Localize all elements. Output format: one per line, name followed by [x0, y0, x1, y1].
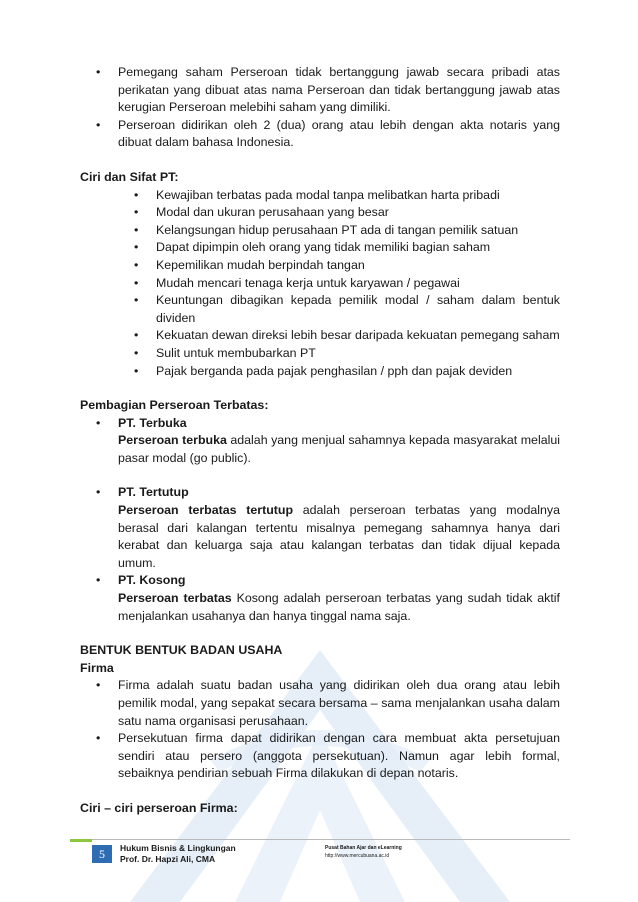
bullet-glyph: •: [134, 293, 139, 308]
ciri-pt-list: [80, 187, 560, 381]
section-heading-ciri-pt: Ciri dan Sifat PT:: [80, 169, 179, 184]
course-author: Prof. Dr. Hapzi Ali, CMA: [120, 854, 216, 864]
list-item: [96, 484, 560, 572]
page-footer: [70, 839, 570, 869]
page-number: 5: [92, 845, 112, 863]
item-term: Perseroan terbuka: [118, 433, 227, 448]
bullet-glyph: •: [96, 678, 101, 693]
bullet-glyph: •: [134, 363, 139, 378]
document-body: [80, 64, 560, 818]
list-item: • Kelangsungan hidup perusahaan PT ada di tangan pemilik satuan: [156, 222, 560, 240]
bullet-glyph: •: [96, 731, 101, 746]
list-item: • Pemegang saham Perseroan tidak bertanggung jawab secara pribadi atas perikatan yang dibuat atas nama Perseroan dan tidak bertanggung jawab atas kerugian Perseroan melebihi saham yang dimiliki.: [96, 65, 560, 115]
item-title: PT. Terbuka: [118, 415, 187, 430]
list-item: • Modal dan ukuran perusahaan yang besar: [156, 204, 560, 222]
item-text: adalah perseroan terbatas yang modalnya berasal dari kalangan tertentu misalnya pemegang sahamnya hanya dari kerabat dan keluarga saja atau kalangan terbatas dan tidak dijual kepada umum.: [118, 503, 560, 570]
footer-divider: [70, 839, 570, 840]
footer-accent-bar: [70, 839, 92, 842]
list-item: • Mudah mencari tenaga kerja untuk karyawan / pegawai: [156, 275, 560, 293]
bullet-glyph: •: [96, 65, 101, 79]
list-item: • Dapat dipimpin oleh orang yang tidak memiliki bagian saham: [156, 239, 560, 257]
list-item: • Persekutuan firma dapat didirikan dengan cara membuat akta persetujuan sendiri atau persero (anggota persekutuan). Namun agar lebih formal, sebaiknya pendirian sebuah Firma dilakukan di depan notaris.: [96, 731, 560, 781]
section-heading-ciri-firma: Ciri – ciri perseroan Firma:: [80, 800, 238, 815]
footer-course-info: [120, 843, 236, 865]
footer-center-info: [325, 844, 402, 860]
bullet-glyph: •: [134, 345, 139, 360]
intro-bullet-list: [80, 64, 560, 152]
bullet-glyph: •: [96, 485, 101, 500]
bullet-glyph: •: [134, 240, 139, 255]
subheading-firma: Firma: [80, 660, 114, 675]
section-heading-pembagian: Pembagian Perseroan Terbatas:: [80, 398, 269, 413]
bullet-glyph: •: [96, 573, 101, 588]
center-name: Pusat Bahan Ajar dan eLearning: [325, 845, 402, 851]
item-term: Perseroan terbatas tertutup: [118, 503, 294, 518]
item-title: PT. Kosong: [118, 573, 186, 588]
item-term: Perseroan terbatas: [118, 591, 232, 606]
bullet-glyph: •: [134, 205, 139, 220]
pembagian-list: [80, 415, 560, 626]
list-item: • Keuntungan dibagikan kepada pemilik modal / saham dalam bentuk dividen: [134, 293, 560, 325]
list-item: • Pajak berganda pada pajak penghasilan / pph dan pajak deviden: [156, 363, 560, 381]
bullet-glyph: •: [134, 222, 139, 237]
section-heading-bentuk: BENTUK BENTUK BADAN USAHA: [80, 643, 283, 658]
item-title: PT. Tertutup: [118, 485, 189, 500]
list-item: • Kekuatan dewan direksi lebih besar daripada kekuatan pemegang saham: [156, 327, 560, 345]
list-item: [96, 572, 560, 625]
firma-list: [80, 677, 560, 783]
bullet-glyph: •: [134, 187, 139, 202]
bullet-glyph: •: [134, 275, 139, 290]
list-item: • Firma adalah suatu badan usaha yang didirikan oleh dua orang atau lebih pemilik modal, yang sepakat secara bersama – sama menjalankan usaha dalam satu nama organisasi perusahaan.: [96, 678, 560, 728]
item-text: Kosong adalah perseroan terbatas yang sudah tidak aktif menjalankan usahanya dan hanya tinggal nama saja.: [118, 591, 560, 623]
bullet-glyph: •: [96, 117, 101, 132]
list-item: • Kepemilikan mudah berpindah tangan: [156, 257, 560, 275]
bullet-glyph: •: [134, 257, 139, 272]
list-item: • Perseroan didirikan oleh 2 (dua) orang atau lebih dengan akta notaris yang dibuat dalam bahasa Indonesia.: [96, 117, 560, 150]
list-item: • Sulit untuk membubarkan PT: [156, 345, 560, 363]
list-item: • Kewajiban terbatas pada modal tanpa melibatkan harta pribadi: [156, 187, 560, 205]
list-item: [96, 415, 560, 468]
center-url: http://www.mercubuana.ac.id: [325, 853, 390, 859]
bullet-glyph: •: [96, 415, 101, 430]
item-text: adalah yang menjual sahamnya kepada masyarakat melalui pasar modal (go public).: [118, 433, 560, 465]
bullet-glyph: •: [134, 328, 139, 343]
course-title: Hukum Bisnis & Lingkungan: [120, 843, 236, 853]
